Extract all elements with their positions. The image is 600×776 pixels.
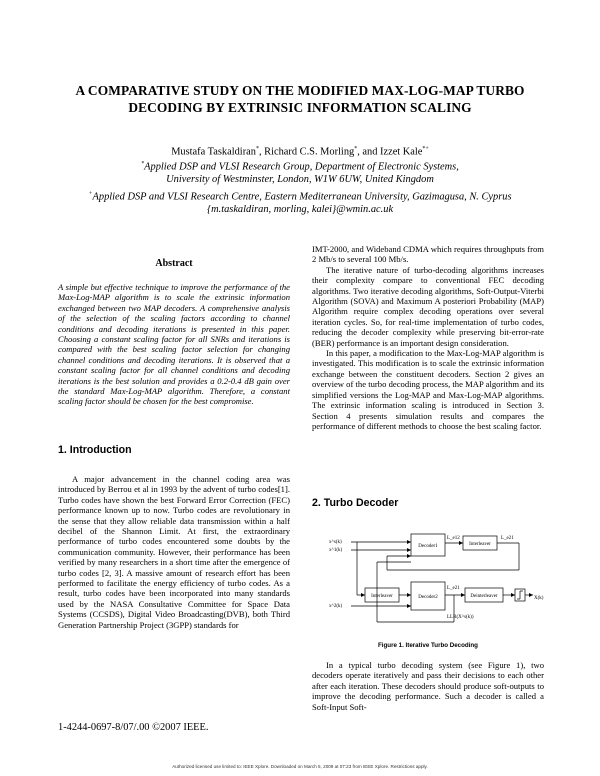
author-3: , and Izzet Kale	[357, 146, 423, 158]
interleaver-top-label: Interleaver	[469, 542, 491, 547]
intro-paragraph-1	[58, 474, 290, 630]
paper-title	[40, 82, 560, 116]
le21-bottom-label: L_e21	[447, 586, 460, 591]
affiliation-1-mark: *	[141, 161, 145, 167]
figure-1-caption: Figure 1. Iterative Turbo Decoding	[378, 642, 478, 649]
input-xs-label: x^s(k)	[329, 540, 342, 545]
right-paragraph-0: IMT-2000, and Wideband CDMA which requires throughputs from 2 Mb/s to several 100 Mb/s.	[312, 244, 544, 265]
turbo-paragraph-1-text: In a typical turbo decoding system (see Figure 1), two decoders operate iteratively and pass their decisions to each other after each iteration. These decoders should produce soft-outputs to improve the decoding performance. Such a decoder is called a Soft-Input Soft-	[312, 660, 544, 712]
intro-paragraph-1-text: A major advancement in the channel coding area was introduced by Berrou et al in 1993 by the advent of turbo codes[1]. Turbo codes have shown the best Forward Error Correction (FEC) performance known up to now. Turbo codes are revolutionary in the sense that they allow reliable data transmission within a half decibel of the Shannon Limit. At first, the extraordinary performance of turbo codes encountered some doubts by the communication community. However, their performance has been verified by many researchers in a short time after the emergence of turbo codes [2, 3]. A massive amount of research effort has been performed to facilitate the energy efficiency of turbo codes. As a result, turbo codes have been incorporated into many standards used by the NASA Consultative Committee for Space Data Systems (CCSDS), Digital Video Broadcasting(DVB), both Third Generation Partnership Project (3GPP) standards for	[58, 474, 290, 630]
abstract-text: A simple but effective technique to improve the performance of the Max-Log-MAP algorithm is to scale the extrinsic information exchanged between two MAP decoders. A comprehensive analysis of the selection of the scaling factors according to channel conditions and decoding iterations is presented in this paper. Choosing a constant scaling factor for all SNRs and iterations is compared with the best scaling factor selection for changing channel conditions and decoding iterations. It is observed that a constant scaling factor for all channel conditions and decoding iterations is the best solution and provides a 0.2-0.4 dB gain over the standard Max-Log-MAP algorithm. Therefore, a constant scaling factor should be chosen for the best compromise.	[58, 282, 290, 407]
title-line-2: DECODING BY EXTRINSIC INFORMATION SCALING	[128, 100, 472, 115]
affiliation-1-line-2: University of Westminster, London, W1W 6UW, United Kingdom	[166, 174, 434, 185]
section-1-heading: 1. Introduction	[58, 444, 132, 456]
author-1: Mustafa Taskaldiran	[171, 146, 256, 158]
author-3-mark: *+	[422, 146, 429, 152]
turbo-decoder-figure	[327, 526, 542, 636]
abstract-heading: Abstract	[155, 258, 193, 269]
input-x1-label: x^1(k)	[329, 548, 343, 553]
interleaver-bottom-label: Interleaver	[371, 594, 393, 599]
decoder1-label: Decoder1	[418, 544, 438, 549]
author-2-mark: *	[354, 146, 358, 152]
input-x2-label: x^2(k)	[329, 604, 343, 609]
right-paragraph-2: In this paper, a modification to the Max-Log-MAP algorithm is investigated. This modification is to scale the extrinsic information exchange between the constituent decoders. Section 2 gives an overview of the turbo decoding process, the MAP algorithm and its simplified versions the Log-MAP and Max-Log-MAP algorithms. The extrinsic information scaling is introduced in Section 3. Section 4 presents simulation results and compares the performance of different methods to choose the best scaling factor.	[312, 348, 544, 431]
license-note: Authorized licensed use limited to: IEEE Xplore. Downloaded on March 5, 2009 at 07:23 from IEEE Xplore. Restrictions apply.	[172, 764, 428, 769]
turbo-paragraph-1	[312, 660, 544, 712]
llr-label: LLR(X^s(k))	[447, 615, 474, 620]
author-1-mark: *	[255, 146, 259, 152]
right-column-text	[312, 244, 544, 431]
affiliation-emails: {m.taskaldiran, morling, kalei}@wmin.ac.uk	[206, 204, 394, 215]
affiliation-1-line-1: Applied DSP and VLSI Research Group, Department of Electronic Systems,	[144, 161, 459, 173]
deinterleaver-label: Deinterleaver	[470, 594, 498, 599]
author-2: , Richard C.S. Morling	[258, 146, 355, 158]
copyright-footer: 1-4244-0697-8/07/.00 ©2007 IEEE.	[58, 722, 209, 733]
right-paragraph-1: The iterative nature of turbo-decoding algorithms increases their complexity compare to conventional FEC decoding algorithms. Two iterative decoding algorithms, Soft-Output-Viterbi Algorithm (SOVA) and Maximum A posteriori Probability (MAP) Algorithm require complex decoding operations over several iteration cycles. So, for real-time implementation of turbo codes, reducing the decoder complexity while preserving bit-error-rate (BER) performance is an important design consideration.	[312, 264, 544, 348]
output-label: X(k)	[534, 596, 544, 601]
title-line-1: A COMPARATIVE STUDY ON THE MODIFIED MAX-LOG-MAP TURBO	[75, 83, 525, 98]
affiliation-2-line-1: Applied DSP and VLSI Research Centre, Eastern Mediterranean University, Gazimagusa, N. Cyprus	[92, 191, 512, 203]
section-2-heading: 2. Turbo Decoder	[312, 497, 399, 509]
le21-top-label: L_e21	[501, 536, 514, 541]
le12-label: L_e12	[447, 536, 460, 541]
affiliation-2-mark: +	[88, 191, 93, 197]
decoder2-label: Decoder2	[418, 595, 438, 600]
